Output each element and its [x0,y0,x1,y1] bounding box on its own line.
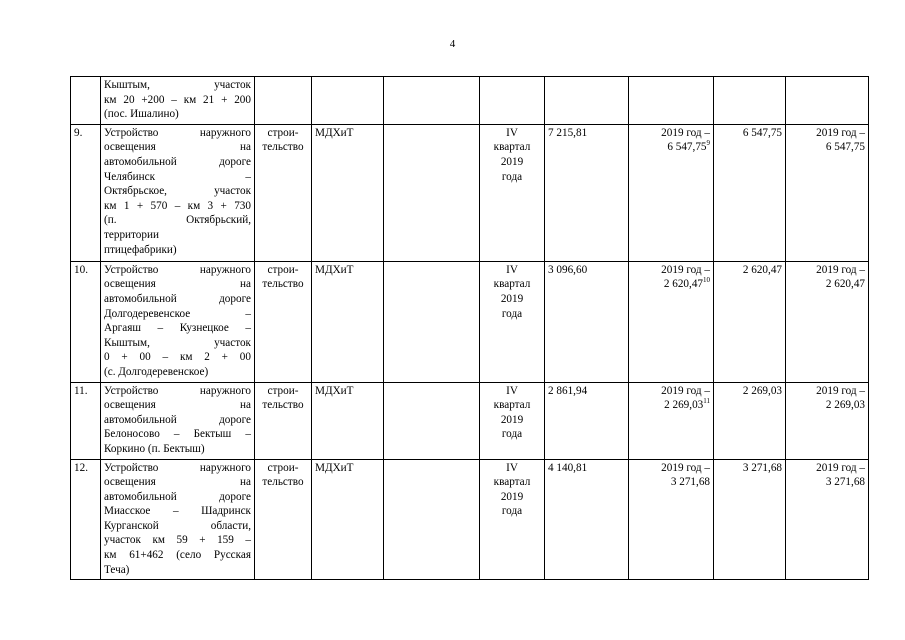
plan-line: 6 547,75$^9$ [667,139,710,154]
name-line: автомобильной дороге [104,490,251,503]
page-number: 4 [449,38,456,50]
plan-line: 2019 год – [661,461,710,474]
kind-line: тельство [262,278,304,291]
kind-line: тельство [262,141,304,154]
funding-plan-budget [786,77,869,125]
name-line: Аргаяш – Кузнецкое – [104,322,251,335]
plan-line: 2 269,03$^{11}$ [664,397,710,412]
name-line: км 20 +200 – км 21 + 200 [104,93,251,106]
term-line: квартал [493,141,531,154]
funding-plan [629,382,714,459]
completion-term [480,124,545,261]
plan2-line: 2019 год – [816,263,865,276]
row-number [71,77,101,125]
term-line: года [501,307,523,320]
table-row [71,124,869,261]
object-name [101,459,255,580]
term-line: года [501,428,523,441]
funding-plan [629,459,714,580]
name-line: птицефабрики) [104,243,177,256]
plan2-line: 2019 год – [816,126,865,139]
plan2-line: 3 271,68 [825,476,865,489]
kind-line: тельство [262,476,304,489]
term-line: IV [506,461,518,474]
funding-amount: 2 620,47 [714,261,786,382]
plan-line: 2 620,47$^{10}$ [663,276,710,291]
funding-plan-budget [786,124,869,261]
name-line: освещения на [104,278,251,291]
term-line: 2019 [500,155,524,168]
name-line: Устройство наружного [104,126,251,139]
funding-amount: 2 269,03 [714,382,786,459]
object-name [101,77,255,125]
footnote-mark: 11 [703,397,710,406]
term-line: 2019 [500,292,524,305]
funding-plan [629,124,714,261]
name-line: Миасское – Шадринск [104,505,251,518]
plan-line: 3 271,68 [670,476,710,489]
term-line: года [501,505,523,518]
table-row [71,77,869,125]
term-line: IV [506,126,518,139]
empty-cell [384,77,480,125]
empty-cell [384,124,480,261]
name-line: автомобильной дороге [104,413,251,426]
work-type [255,459,312,580]
completion-term [480,77,545,125]
name-line: 0 + 00 – км 2 + 00 [104,351,251,364]
responsible-org: МДХиТ [312,261,384,382]
name-line: км 61+462 (село Русская [104,549,251,562]
estimated-cost: 4 140,81 [545,459,629,580]
name-line: Кыштым, участок [104,79,251,91]
table-row [71,459,869,580]
name-line: (пос. Ишалино) [104,108,179,121]
table-row [71,382,869,459]
responsible-org: МДХиТ [312,459,384,580]
term-line: IV [506,384,518,397]
kind-line: строи- [267,461,299,474]
work-type [255,77,312,125]
name-line: освещения на [104,141,251,154]
name-line: Белоносово – Бектыш – [104,428,251,441]
responsible-org [312,77,384,125]
term-line: года [501,170,523,183]
plan2-line: 6 547,75 [825,141,865,154]
footnote-mark: 10 [703,276,710,285]
object-name [101,261,255,382]
name-line: (п. Октябрьский, [104,214,251,227]
funding-plan-budget [786,382,869,459]
completion-term [480,459,545,580]
completion-term [480,261,545,382]
program-table [70,76,869,580]
funding-plan [629,77,714,125]
name-line: Кыштым, участок [104,336,251,349]
object-name [101,382,255,459]
term-line: квартал [493,476,531,489]
object-name [101,124,255,261]
plan-line: 2019 год – [661,263,710,276]
work-type [255,124,312,261]
row-number: 11. [71,382,101,459]
completion-term [480,382,545,459]
funding-amount [714,77,786,125]
name-line: Октябрьское, участок [104,185,251,198]
name-line: Устройство наружного [104,461,251,474]
kind-line: строи- [267,263,299,276]
funding-plan-budget [786,459,869,580]
row-number: 12. [71,459,101,580]
name-line: Челябинск – [104,170,251,183]
kind-line: строи- [267,126,299,139]
responsible-org: МДХиТ [312,382,384,459]
plan2-line: 2019 год – [816,461,865,474]
plan-line: 2019 год – [661,126,710,139]
name-line: (с. Долгодеревенское) [104,365,209,378]
work-type [255,261,312,382]
term-line: квартал [493,399,531,412]
funding-amount: 6 547,75 [714,124,786,261]
row-number: 9. [71,124,101,261]
plan-line: 2019 год – [661,384,710,397]
name-line: Долгодеревенское – [104,307,251,320]
name-line: автомобильной дороге [104,155,251,168]
empty-cell [384,459,480,580]
empty-cell [384,382,480,459]
name-line: освещения на [104,399,251,412]
name-line: участок км 59 + 159 – [104,534,251,547]
table-row [71,261,869,382]
funding-plan-budget [786,261,869,382]
estimated-cost: 2 861,94 [545,382,629,459]
work-type [255,382,312,459]
estimated-cost: 7 215,81 [545,124,629,261]
funding-amount: 3 271,68 [714,459,786,580]
footnote-mark: 9 [706,139,710,148]
row-number: 10. [71,261,101,382]
term-line: квартал [493,278,531,291]
term-line: IV [506,263,518,276]
term-line: 2019 [500,490,524,503]
name-line: Устройство наружного [104,263,251,276]
name-line: Коркино (п. Бектыш) [104,442,205,455]
responsible-org: МДХиТ [312,124,384,261]
name-line: Курганской области, [104,519,251,532]
term-line: 2019 [500,413,524,426]
estimated-cost [545,77,629,125]
plan2-line: 2 620,47 [825,278,865,291]
name-line: автомобильной дороге [104,292,251,305]
plan2-line: 2019 год – [816,384,865,397]
funding-plan [629,261,714,382]
name-line: территории [104,228,159,241]
name-line: Устройство наружного [104,384,251,397]
kind-line: строи- [267,384,299,397]
name-line: км 1 + 570 – км 3 + 730 [104,199,251,212]
estimated-cost: 3 096,60 [545,261,629,382]
name-line: освещения на [104,476,251,489]
name-line: Теча) [104,563,130,576]
empty-cell [384,261,480,382]
plan2-line: 2 269,03 [825,399,865,412]
kind-line: тельство [262,399,304,412]
